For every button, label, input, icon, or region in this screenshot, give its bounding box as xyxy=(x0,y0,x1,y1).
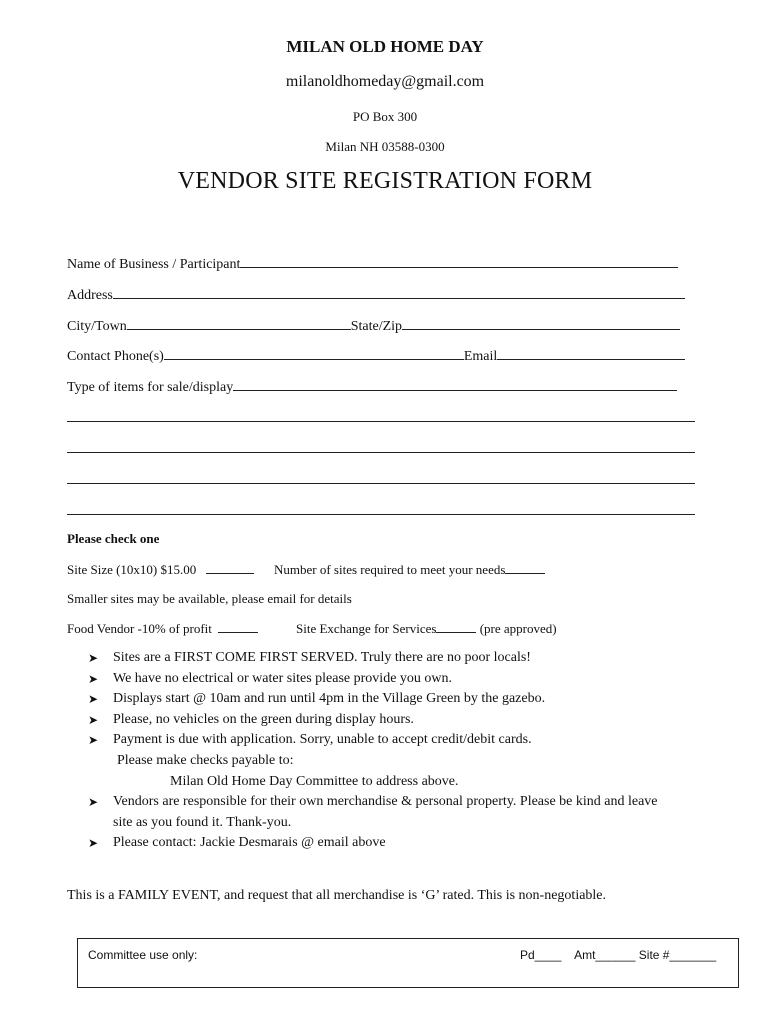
business-name-label: Name of Business / Participant xyxy=(67,257,241,272)
email-field[interactable] xyxy=(497,346,685,360)
site-size-row xyxy=(67,562,254,578)
site-exchange-label: Site Exchange for Services xyxy=(296,621,437,636)
pre-approved-label: (pre approved) xyxy=(479,621,557,636)
site-exchange-row xyxy=(296,621,557,637)
state-zip-label: State/Zip xyxy=(350,319,403,334)
address-field[interactable] xyxy=(113,285,685,299)
address-label: Address xyxy=(67,288,113,303)
num-sites-label: Number of sites required to meet your needs xyxy=(274,562,506,577)
site-size-label: Site Size (10x10) $15.00 xyxy=(67,562,197,577)
form-title: VENDOR SITE REGISTRATION FORM xyxy=(177,168,593,194)
rules-list xyxy=(88,648,658,854)
items-label: Type of items for sale/display xyxy=(67,380,234,395)
list-item: ➤ Sites are a FIRST COME FIRST SERVED. Truly there are no poor locals! xyxy=(88,648,658,669)
arrow-bullet-icon: ➤ xyxy=(88,795,99,810)
po-box: PO Box 300 xyxy=(352,109,418,124)
arrow-bullet-icon: ➤ xyxy=(88,712,99,727)
amt-field[interactable]: Amt______ xyxy=(574,948,636,962)
food-vendor-row xyxy=(67,621,258,637)
check-one-heading: Please check one xyxy=(67,531,160,546)
site-exchange-checkbox[interactable] xyxy=(436,621,476,633)
list-item: ➤ Vendors are responsible for their own merchandise & personal property. Please be kind and leave xyxy=(88,792,658,813)
list-item-continuation: site as you found it. Thank-you. xyxy=(113,814,292,830)
state-zip-field[interactable] xyxy=(402,316,680,330)
list-item: ➤ We have no electrical or water sites please provide you own. xyxy=(88,669,658,690)
committee-use-box xyxy=(77,938,739,988)
items-blank-line[interactable] xyxy=(67,452,695,453)
list-item: ➤ Please, no vehicles on the green during display hours. xyxy=(88,710,658,731)
site-number-field[interactable]: Site #_______ xyxy=(638,948,717,962)
email-label: Email xyxy=(463,349,498,364)
food-vendor-checkbox[interactable] xyxy=(218,621,258,633)
items-blank-line[interactable] xyxy=(67,421,695,422)
city-label: City/Town xyxy=(67,319,127,334)
items-blank-line[interactable] xyxy=(67,514,695,515)
arrow-bullet-icon: ➤ xyxy=(88,651,99,665)
arrow-bullet-icon: ➤ xyxy=(88,692,99,707)
organization-title: MILAN OLD HOME DAY xyxy=(286,37,484,56)
list-item: ➤ Displays start @ 10am and run until 4pm in the Village Green by the gazebo. xyxy=(88,689,658,710)
items-blank-line[interactable] xyxy=(67,483,695,484)
phone-label: Contact Phone(s) xyxy=(67,349,164,364)
num-sites-field[interactable] xyxy=(505,562,545,574)
committee-label: Committee use only: xyxy=(88,948,198,962)
list-item: ➤ Payment is due with application. Sorry, unable to accept credit/debit cards. xyxy=(88,730,658,751)
arrow-bullet-icon: ➤ xyxy=(88,836,99,851)
list-item-continuation: Milan Old Home Day Committee to address above. xyxy=(170,773,459,789)
list-item: ➤ Please contact: Jackie Desmarais @ email above xyxy=(88,833,658,854)
arrow-bullet-icon: ➤ xyxy=(88,671,99,686)
items-row xyxy=(67,377,677,396)
committee-fields xyxy=(520,948,716,962)
num-sites-row xyxy=(274,562,545,578)
address-row xyxy=(67,285,685,304)
pd-field[interactable]: Pd____ xyxy=(520,948,562,962)
items-field[interactable] xyxy=(233,377,677,391)
phone-row xyxy=(67,346,685,365)
arrow-bullet-icon: ➤ xyxy=(88,733,99,748)
city-row xyxy=(67,316,680,335)
city-state-zip: Milan NH 03588-0300 xyxy=(325,139,445,154)
contact-email: milanoldhomeday@gmail.com xyxy=(285,73,485,90)
site-size-checkbox[interactable] xyxy=(206,562,254,574)
business-name-field[interactable] xyxy=(240,254,678,268)
business-name-row xyxy=(67,254,678,273)
phone-field[interactable] xyxy=(164,346,464,360)
list-item-continuation: Please make checks payable to: xyxy=(117,752,294,768)
food-vendor-label: Food Vendor -10% of profit xyxy=(67,621,212,636)
smaller-sites-note: Smaller sites may be available, please email for details xyxy=(67,591,352,606)
family-event-note: This is a FAMILY EVENT, and request that all merchandise is ‘G’ rated. This is non-negotiable. xyxy=(67,888,607,903)
city-field[interactable] xyxy=(127,316,351,330)
